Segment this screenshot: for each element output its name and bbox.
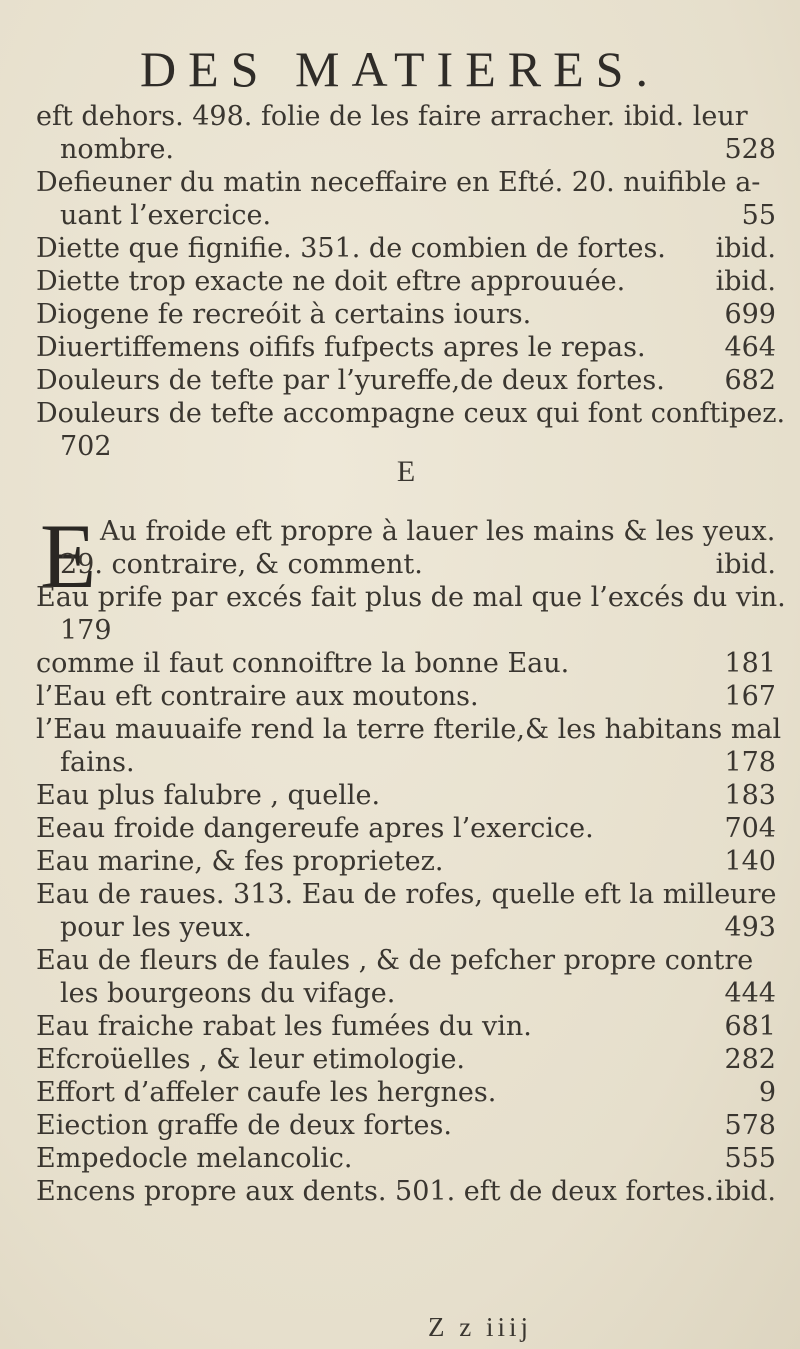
- entry-text: Encens propre aux dents. 501. eft de deux fortes.: [36, 1176, 714, 1207]
- index-entry: [36, 1109, 776, 1142]
- entry-text: Eeau froide dangereufe apres l’exercice.: [36, 813, 594, 844]
- index-section-d: [36, 100, 786, 463]
- entry-page-ref: 9: [758, 1077, 776, 1108]
- index-entry: [36, 364, 776, 397]
- entry-text: Empedocle melancolic.: [36, 1143, 353, 1174]
- entry-page-ref: 699: [724, 299, 776, 330]
- entry-page-ref: 464: [724, 332, 776, 363]
- entry-page-ref: 140: [724, 846, 776, 877]
- index-entry: [36, 1043, 776, 1076]
- entry-page-ref: 55: [741, 200, 776, 231]
- entry-text: 179: [60, 615, 112, 646]
- entry-text: l’Eau mauuaife rend la terre fterile,& les habitans mal: [36, 714, 782, 745]
- entry-text: Efcroüelles , & leur etimologie.: [36, 1044, 466, 1075]
- index-entry: [36, 581, 786, 614]
- running-header: DES MATIERES.: [140, 41, 660, 97]
- entry-text: Au froide eft propre à lauer les mains & les yeux.: [100, 516, 776, 547]
- index-entry: [36, 232, 776, 265]
- entry-page-ref: 493: [724, 912, 776, 943]
- entry-text: Douleurs de tefte par l’yureffe,de deux fortes.: [36, 365, 665, 396]
- entry-text: Diuertiffemens oififs fufpects apres le repas.: [36, 332, 646, 363]
- entry-page-ref: 167: [724, 681, 776, 712]
- index-entry: [36, 944, 776, 977]
- index-entry: [36, 713, 782, 746]
- index-section-e: [36, 505, 786, 1208]
- entry-text: Diette trop exacte ne doit eftre approuuée.: [36, 266, 626, 297]
- entry-text: Eau de raues. 313. Eau de rofes, quelle eft la milleure: [36, 879, 777, 910]
- entry-page-ref: 444: [724, 978, 776, 1009]
- index-entry: [36, 1010, 776, 1043]
- drop-cap: E: [40, 505, 97, 607]
- entry-page-ref: 682: [724, 365, 776, 396]
- entry-page-ref: ibid.: [715, 233, 776, 264]
- index-entry: [36, 298, 776, 331]
- index-entry: [36, 746, 776, 779]
- section-letter: E: [396, 455, 416, 488]
- index-entry: [36, 977, 776, 1010]
- entry-page-ref: ibid.: [715, 549, 776, 580]
- entry-text: Defieuner du matin neceffaire en Efté. 20. nuifible a-: [36, 167, 761, 198]
- entry-text: Eau prife par excés fait plus de mal que l’excés du vin.: [36, 582, 786, 613]
- index-entry: [36, 331, 776, 364]
- index-entry: [36, 911, 776, 944]
- entry-page-ref: 528: [724, 134, 776, 165]
- index-entry: [36, 647, 776, 680]
- entry-page-ref: 704: [724, 813, 776, 844]
- entry-text: les bourgeons du vifage.: [60, 978, 396, 1009]
- entry-text: eft dehors. 498. folie de les faire arracher. ibid. leur: [36, 101, 748, 132]
- index-entry: [36, 614, 776, 647]
- entry-page-ref: 178: [724, 747, 776, 778]
- index-entry: [36, 779, 776, 812]
- entry-page-ref: ibid.: [715, 266, 776, 297]
- index-entry: [36, 166, 776, 199]
- entry-text: 702: [60, 431, 112, 462]
- index-entry: [36, 548, 776, 581]
- entry-text: Diogene fe recreóit à certains iours.: [36, 299, 532, 330]
- index-entry: [36, 397, 786, 430]
- entry-page-ref: ibid.: [715, 1176, 776, 1207]
- index-entry: [36, 680, 776, 713]
- index-entry: [36, 1175, 776, 1208]
- index-entry: [36, 845, 776, 878]
- index-entry: [36, 1142, 776, 1175]
- index-entry: [36, 515, 776, 548]
- entry-text: comme il faut connoiftre la bonne Eau.: [36, 648, 570, 679]
- entry-text: fains.: [60, 747, 135, 778]
- index-entry: [36, 878, 776, 911]
- entry-text: pour les yeux.: [60, 912, 252, 943]
- entry-page-ref: 681: [724, 1011, 776, 1042]
- entry-page-ref: 578: [724, 1110, 776, 1141]
- entry-text: Eau de fleurs de faules , & de pefcher propre contre: [36, 945, 754, 976]
- entry-text: nombre.: [60, 134, 174, 165]
- entry-page-ref: 183: [724, 780, 776, 811]
- entry-text: Eau plus falubre , quelle.: [36, 780, 381, 811]
- index-entry: [36, 133, 776, 166]
- entry-text: 29. contraire, & comment.: [60, 549, 423, 580]
- index-entry: [36, 100, 776, 133]
- entry-page-ref: 555: [724, 1143, 776, 1174]
- index-entry: [36, 812, 776, 845]
- entry-text: Douleurs de tefte accompagne ceux qui font conftipez.: [36, 398, 786, 429]
- entry-text: l’Eau eft contraire aux moutons.: [36, 681, 479, 712]
- index-entry: [36, 1076, 776, 1109]
- entry-text: Diette que fignifie. 351. de combien de fortes.: [36, 233, 666, 264]
- entry-text: Effort d’affeler caufe les hergnes.: [36, 1077, 497, 1108]
- entry-text: uant l’exercice.: [60, 200, 272, 231]
- entry-text: Eau fraiche rabat les fumées du vin.: [36, 1011, 532, 1042]
- entry-text: Eau marine, & fes proprietez.: [36, 846, 444, 877]
- index-entry: [36, 199, 776, 232]
- catchword: Z z iiij: [428, 1312, 532, 1342]
- entry-text: Eiection graffe de deux fortes.: [36, 1110, 452, 1141]
- index-entry: [36, 265, 776, 298]
- entry-page-ref: 181: [724, 648, 776, 679]
- entry-page-ref: 282: [724, 1044, 776, 1075]
